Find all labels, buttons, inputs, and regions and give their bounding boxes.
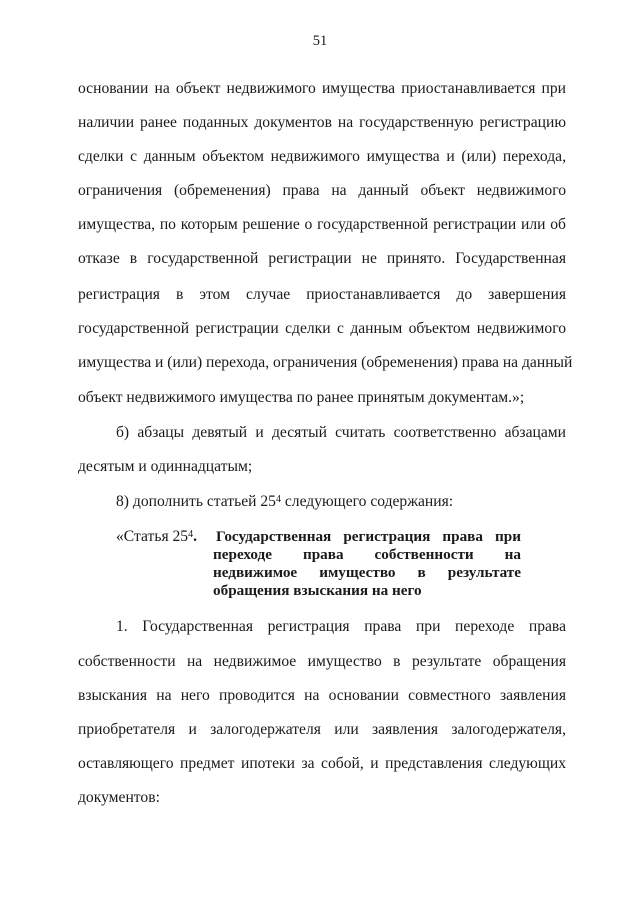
- article-title-line: обращения взыскания на него: [213, 582, 422, 599]
- paragraph-line: имущества и (или) перехода, ограничения (обременения) права на данный: [78, 354, 573, 371]
- clause-1-line: взыскания на него проводится на основании совместного заявления: [78, 687, 566, 704]
- paragraph-line: государственной регистрации сделки с данным объектом недвижимого: [78, 320, 566, 337]
- clause-1-line: документов:: [78, 789, 160, 806]
- item-8-text-after: следующего содержания:: [280, 493, 454, 510]
- paragraph-line: сделки с данным объектом недвижимого имущества и (или) перехода,: [78, 148, 566, 165]
- clause-1-line: приобретателя и залогодержателя или заявления залогодержателя,: [78, 721, 566, 738]
- item-8-text: 8) дополнить статьей 25: [116, 493, 276, 510]
- paragraph-line: основании на объект недвижимого имущества приостанавливается при: [78, 80, 566, 97]
- article-dot: .: [193, 528, 198, 545]
- item-8-line: [116, 492, 566, 511]
- paragraph-line: наличии ранее поданных документов на государственную регистрацию: [78, 114, 566, 131]
- clause-1-line: собственности на недвижимое имущество в результате обращения: [78, 653, 566, 670]
- article-prefix-text: «Статья 25: [116, 528, 189, 545]
- paragraph-line: ограничения (обременения) права на данный объект недвижимого: [78, 182, 566, 199]
- clause-1-line: 1. Государственная регистрация права при переходе права: [116, 618, 566, 635]
- page-number: 51: [312, 33, 328, 49]
- clause-1-line: оставляющего предмет ипотеки за собой, и представления следующих: [78, 755, 566, 772]
- article-superscript: 4: [188, 529, 194, 540]
- item-b-line: б) абзацы девятый и десятый считать соответственно абзацами: [116, 424, 566, 441]
- paragraph-line: отказе в государственной регистрации не принято. Государственная: [78, 250, 566, 267]
- item-b-line: десятым и одиннадцатым;: [78, 458, 253, 475]
- paragraph-line: объект недвижимого имущества по ранее принятым документам.»;: [78, 389, 525, 406]
- article-title-line: Государственная регистрация права при: [216, 528, 521, 545]
- article-title-line: недвижимое имущество в результате: [213, 564, 521, 581]
- item-8-superscript: 4: [275, 494, 281, 505]
- article-prefix: [116, 527, 216, 546]
- article-title-line: переходе права собственности на: [213, 546, 521, 563]
- paragraph-line: имущества, по которым решение о государственной регистрации или об: [78, 216, 566, 233]
- paragraph-line: регистрация в этом случае приостанавливается до завершения: [78, 286, 566, 303]
